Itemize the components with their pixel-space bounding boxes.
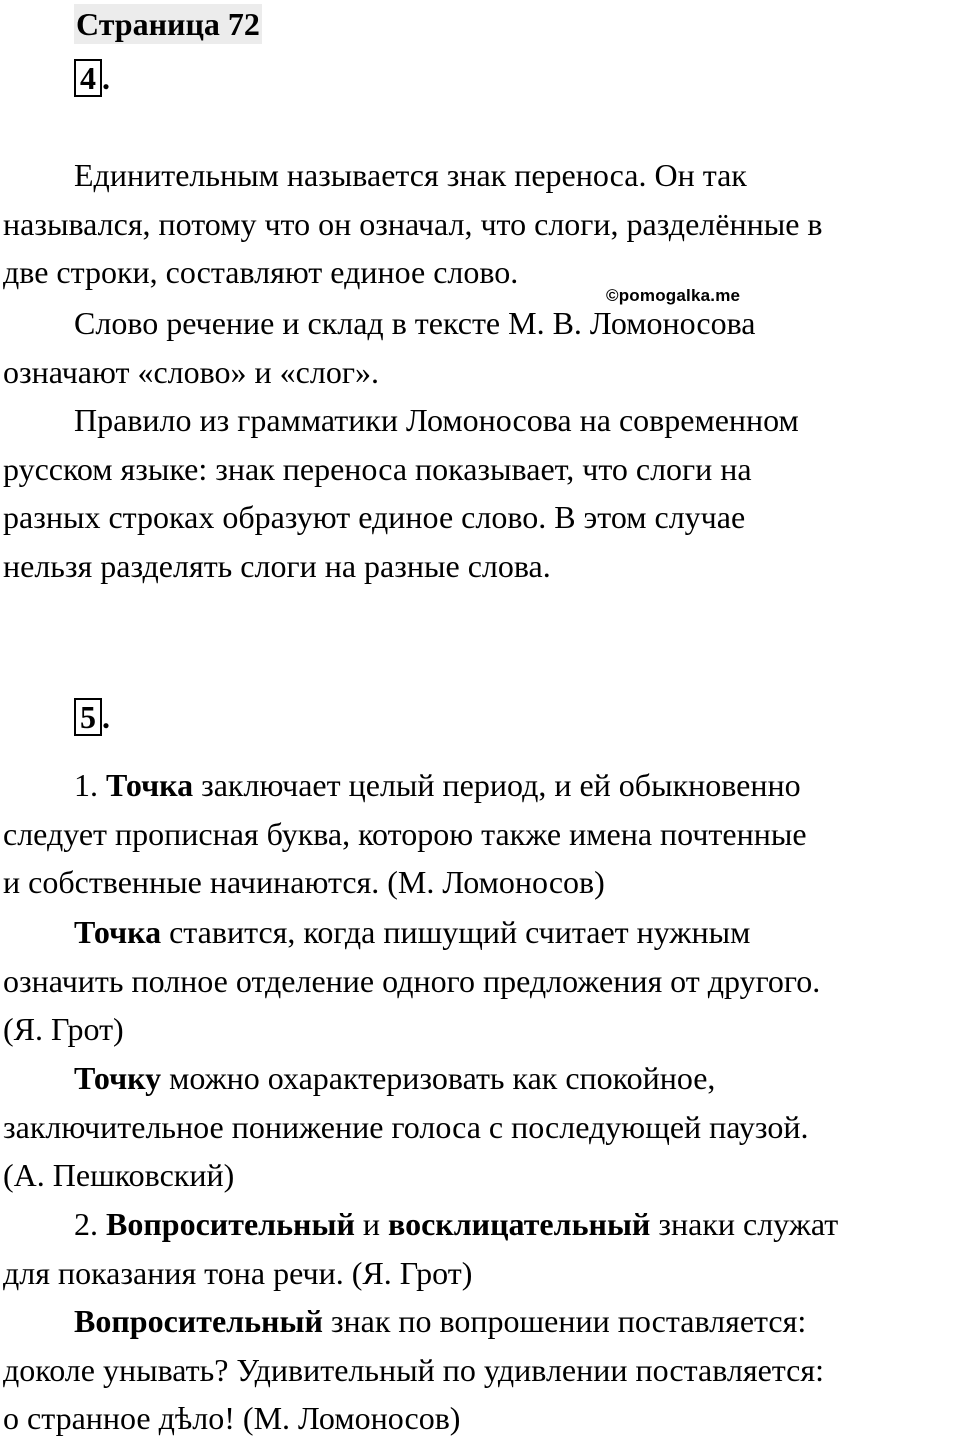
line: нельзя разделять слоги на разные слова. [3,547,551,584]
watermark: ©pomogalka.me [606,286,741,305]
line: разных строках образуют единое слово. В этом случае [3,499,746,535]
task-5-paragraph-5 [3,1297,960,1443]
line: для показания тона речи. (Я. Грот) [3,1254,473,1291]
term: Точка [74,914,162,950]
task-4-number-dot: . [102,60,110,96]
line: русском языке: знак переноса показывает, что слоги на [3,450,752,487]
line: означают «слово» и «слог». [3,353,379,390]
line: (Я. Грот) [3,1011,124,1047]
line: Слово речение и склад в тексте М. В. Ломоносова [74,305,756,341]
line: можно охарактеризовать как спокойное, [161,1060,716,1096]
line: Правило из грамматики Ломоносова на современном [74,402,799,438]
term: восклицательный [388,1206,651,1242]
item-number: 1. [74,767,106,803]
term: Точка [106,767,194,803]
line: и собственные начинаются. (М. Ломоносов) [3,864,605,900]
line: знаки служат [650,1206,839,1242]
line: ставится, когда пишущий считает нужным [161,914,751,950]
page-heading: Страница 72 [76,6,260,42]
task-5-number [74,697,110,737]
term: Вопросительный [106,1206,355,1242]
line: знак по вопрошении поставляется: [322,1303,807,1339]
task-4-paragraph-2 [3,299,960,396]
term: Вопросительный [74,1303,323,1339]
line: (А. Пешковский) [3,1157,235,1193]
line: следует прописная буква, которою также имена почтенные [3,815,807,852]
task-5-number-dot: . [102,699,110,735]
line: назывался, потому что он означал, что слоги, разделённые в [3,205,823,242]
task-5-paragraph-3 [3,1054,960,1200]
line: Единительным называется знак переноса. Он так [74,157,747,193]
task-5-paragraph-1 [3,761,960,907]
line: две строки, составляют единое слово. [3,254,519,290]
line: заключительное понижение голоса с последующей паузой. [3,1108,809,1145]
line: доколе унывать? Удивительный по удивлении поставляется: [3,1351,824,1388]
line: о странное дѣло! (М. Ломоносов) [3,1400,461,1436]
term: Точку [74,1060,162,1096]
conjunction: и [354,1206,388,1242]
task-4-paragraph-1 [3,151,960,297]
task-4-number-box: 4 [74,59,102,97]
task-5-paragraph-4 [3,1200,960,1297]
item-number: 2. [74,1206,106,1242]
task-5-number-box: 5 [74,698,102,736]
line: означить полное отделение одного предложения от другого. [3,962,821,999]
task-4-paragraph-3 [3,396,960,590]
task-5-paragraph-2 [3,908,960,1054]
line: заключает целый период, и ей обыкновенно [193,767,801,803]
task-4-number [74,58,110,98]
